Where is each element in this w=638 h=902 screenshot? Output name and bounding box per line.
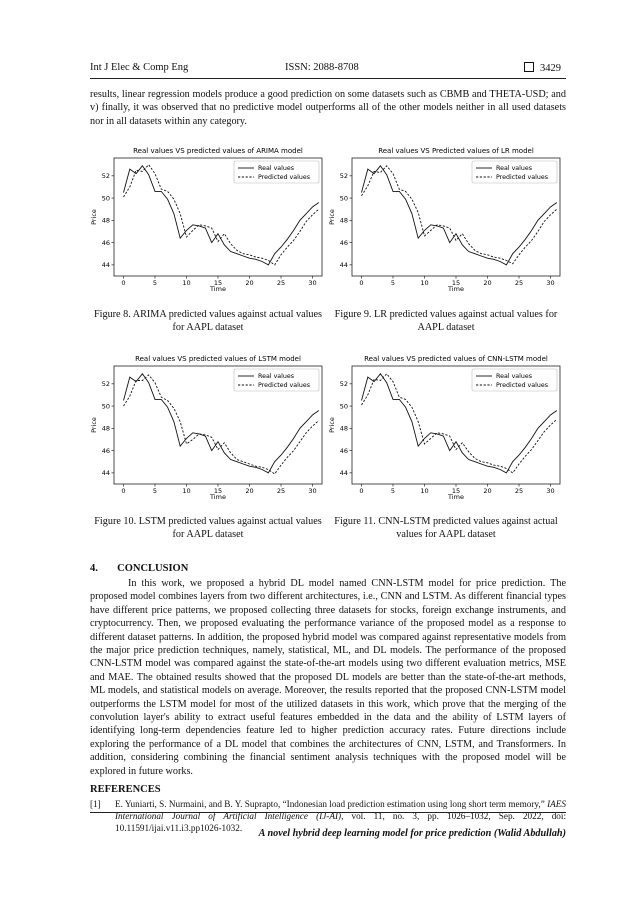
legend-label: Predicted values — [496, 382, 549, 390]
figure-8-chart — [92, 144, 324, 299]
y-tick-label: 48 — [339, 424, 348, 433]
y-tick-label: 46 — [339, 238, 348, 247]
y-tick-label: 48 — [101, 424, 110, 433]
y-tick-label: 52 — [339, 172, 348, 181]
y-tick-label: 44 — [101, 261, 110, 270]
legend-label: Real values — [258, 373, 295, 381]
legend-label: Predicted values — [258, 382, 311, 390]
x-tick-label: 5 — [152, 487, 158, 495]
legend — [472, 161, 557, 183]
conclusion-number: 4. — [90, 563, 98, 574]
x-axis-label: Time — [448, 285, 464, 293]
y-tick-label: 50 — [101, 402, 110, 411]
figure-10-chart — [92, 352, 324, 507]
x-axis-label: Time — [448, 493, 464, 501]
page-number-group — [524, 62, 561, 74]
reference-1-number: [1] — [90, 799, 101, 809]
y-tick-label: 52 — [339, 380, 348, 389]
y-axis-label: Price — [328, 209, 336, 225]
journal-name: Int J Elec & Comp Eng — [90, 62, 189, 73]
y-tick-label: 52 — [101, 172, 110, 181]
x-tick-label: 10 — [420, 487, 429, 495]
x-tick-label: 0 — [359, 279, 364, 287]
x-tick-label: 30 — [308, 279, 317, 287]
y-tick-label: 50 — [101, 194, 110, 203]
x-tick-label: 20 — [483, 279, 492, 287]
figure-11-caption: Figure 11. CNN-LSTM predicted values against actual values for AAPL dataset — [334, 516, 558, 540]
legend — [472, 369, 557, 391]
y-tick-label: 48 — [339, 216, 348, 225]
legend-label: Real values — [258, 165, 295, 173]
page-number: 3429 — [540, 63, 561, 74]
intro-paragraph: results, linear regression models produce a good prediction on some datasets such as CBMB and THETA-USD; and v) finally, it was observed that no predictive model outperforms all of the other models neither in all used datasets nor in all datasets within any category. — [90, 89, 566, 127]
legend — [234, 369, 319, 391]
reference-1-text-plain: E. Yuniarti, S. Nurmaini, and B. Y. Suprapto, “Indonesian load prediction estimation using long short term memory,” — [115, 799, 548, 809]
y-axis-label: Price — [90, 417, 98, 433]
reference-1-journal: IAES International Journal of Artificial Intelligence (IJ-AI) — [115, 799, 566, 821]
chart-title: Real values VS predicted values of CNN-LSTM model — [364, 355, 548, 363]
x-tick-label: 0 — [121, 487, 126, 495]
x-tick-label: 20 — [245, 279, 254, 287]
running-footer: A novel hybrid deep learning model for price prediction (Walid Abdullah) — [258, 828, 566, 839]
conclusion-paragraph: In this work, we proposed a hybrid DL model named CNN-LSTM model for price prediction. The proposed model combines layers from two different architectures, i.e., CNN and LSTM. As different financial types have different price patterns, we proposed collecting three datasets for stocks, foreign exchange instruments, and cryptocurrency. Then, we proposed evaluating the performance variance of the proposed model as a response to different dataset patterns. In addition, the proposed hybrid model was compared against representative models from the major price prediction techniques, namely, statistical, ML, and DL models. The performance of the proposed CNN-LSTM model was compared against the state-of-the-art models using two different evaluation metrics, MSE and MAE. The obtained results showed that the proposed DL models are better than the state-of-the-art methods, ML models, and statistical models on average. Moreover, the results reported that the proposed CNN-LSTM model outperforms the LSTM model for most of the utilized datasets in this work, which prove that the merging of the convolution layer's ability to extract useful features embedded in the data and the ability of LSTM layers of identifying long-term dependencies feature led to higher prediction accuracy rates. Future directions include exploring the performance of a DL model that combines the architectures of CNN, LSTM, and Transformers. In addition, considering combining the financial sentiment analysis techniques with the proposed model will be explored in future works. — [90, 578, 566, 777]
conclusion-heading — [90, 563, 188, 574]
x-tick-label: 30 — [546, 279, 555, 287]
y-tick-label: 48 — [101, 216, 110, 225]
y-tick-label: 50 — [339, 194, 348, 203]
y-tick-label: 46 — [339, 446, 348, 455]
x-tick-label: 25 — [276, 279, 286, 287]
x-tick-label: 0 — [121, 279, 126, 287]
checkbox-square-icon — [524, 62, 534, 72]
legend-label: Predicted values — [496, 174, 549, 182]
chart-title: Real values VS predicted values of ARIMA model — [133, 147, 303, 155]
x-axis-label: Time — [210, 285, 226, 293]
chart-title: Real values VS Predicted values of LR model — [378, 147, 534, 155]
y-tick-label: 46 — [101, 446, 110, 455]
x-tick-label: 25 — [276, 487, 286, 495]
x-tick-label: 15 — [213, 279, 223, 287]
legend-label: Real values — [496, 165, 533, 173]
x-tick-label: 10 — [420, 279, 429, 287]
x-axis-label: Time — [210, 493, 226, 501]
x-tick-label: 15 — [213, 487, 223, 495]
x-tick-label: 20 — [245, 487, 254, 495]
x-tick-label: 25 — [514, 279, 524, 287]
x-tick-label: 20 — [483, 487, 492, 495]
x-tick-label: 30 — [546, 487, 555, 495]
arima-chart — [92, 144, 324, 294]
reference-1-text-tail: , vol. 11, no. 3, pp. 1026–1032, Sep. 2022, doi: 10.11591/ijai.v11.i3.pp1026-1032. — [115, 811, 566, 833]
cnn-lstm-chart — [330, 352, 562, 502]
y-tick-label: 52 — [101, 380, 110, 389]
y-tick-label: 46 — [101, 238, 110, 247]
x-tick-label: 10 — [182, 487, 191, 495]
figure-10-caption: Figure 10. LSTM predicted values against actual values for AAPL dataset — [94, 516, 322, 540]
x-tick-label: 25 — [514, 487, 524, 495]
conclusion-title: CONCLUSION — [117, 563, 189, 574]
y-tick-label: 44 — [339, 469, 348, 478]
header-rule — [90, 78, 566, 79]
footer-rule — [90, 812, 566, 813]
y-axis-label: Price — [328, 417, 336, 433]
y-tick-label: 44 — [101, 469, 110, 478]
x-tick-label: 15 — [451, 279, 461, 287]
figure-9-chart — [330, 144, 562, 299]
x-tick-label: 10 — [182, 279, 191, 287]
figure-8-caption: Figure 8. ARIMA predicted values against actual values for AAPL dataset — [93, 309, 323, 333]
chart-title: Real values VS predicted values of LSTM model — [135, 355, 301, 363]
x-tick-label: 30 — [308, 487, 317, 495]
references-heading: REFERENCES — [90, 784, 161, 795]
lr-chart — [330, 144, 562, 294]
legend-label: Real values — [496, 373, 533, 381]
x-tick-label: 15 — [451, 487, 461, 495]
legend — [234, 161, 319, 183]
x-tick-label: 5 — [152, 279, 158, 287]
legend-label: Predicted values — [258, 174, 311, 182]
y-tick-label: 50 — [339, 402, 348, 411]
figure-9-caption: Figure 9. LR predicted values against actual values for AAPL dataset — [334, 309, 558, 333]
x-tick-label: 0 — [359, 487, 364, 495]
lstm-chart — [92, 352, 324, 502]
x-tick-label: 5 — [390, 279, 396, 287]
y-axis-label: Price — [90, 209, 98, 225]
figure-11-chart — [330, 352, 562, 507]
y-tick-label: 44 — [339, 261, 348, 270]
issn: ISSN: 2088-8708 — [285, 62, 359, 73]
x-tick-label: 5 — [390, 487, 396, 495]
